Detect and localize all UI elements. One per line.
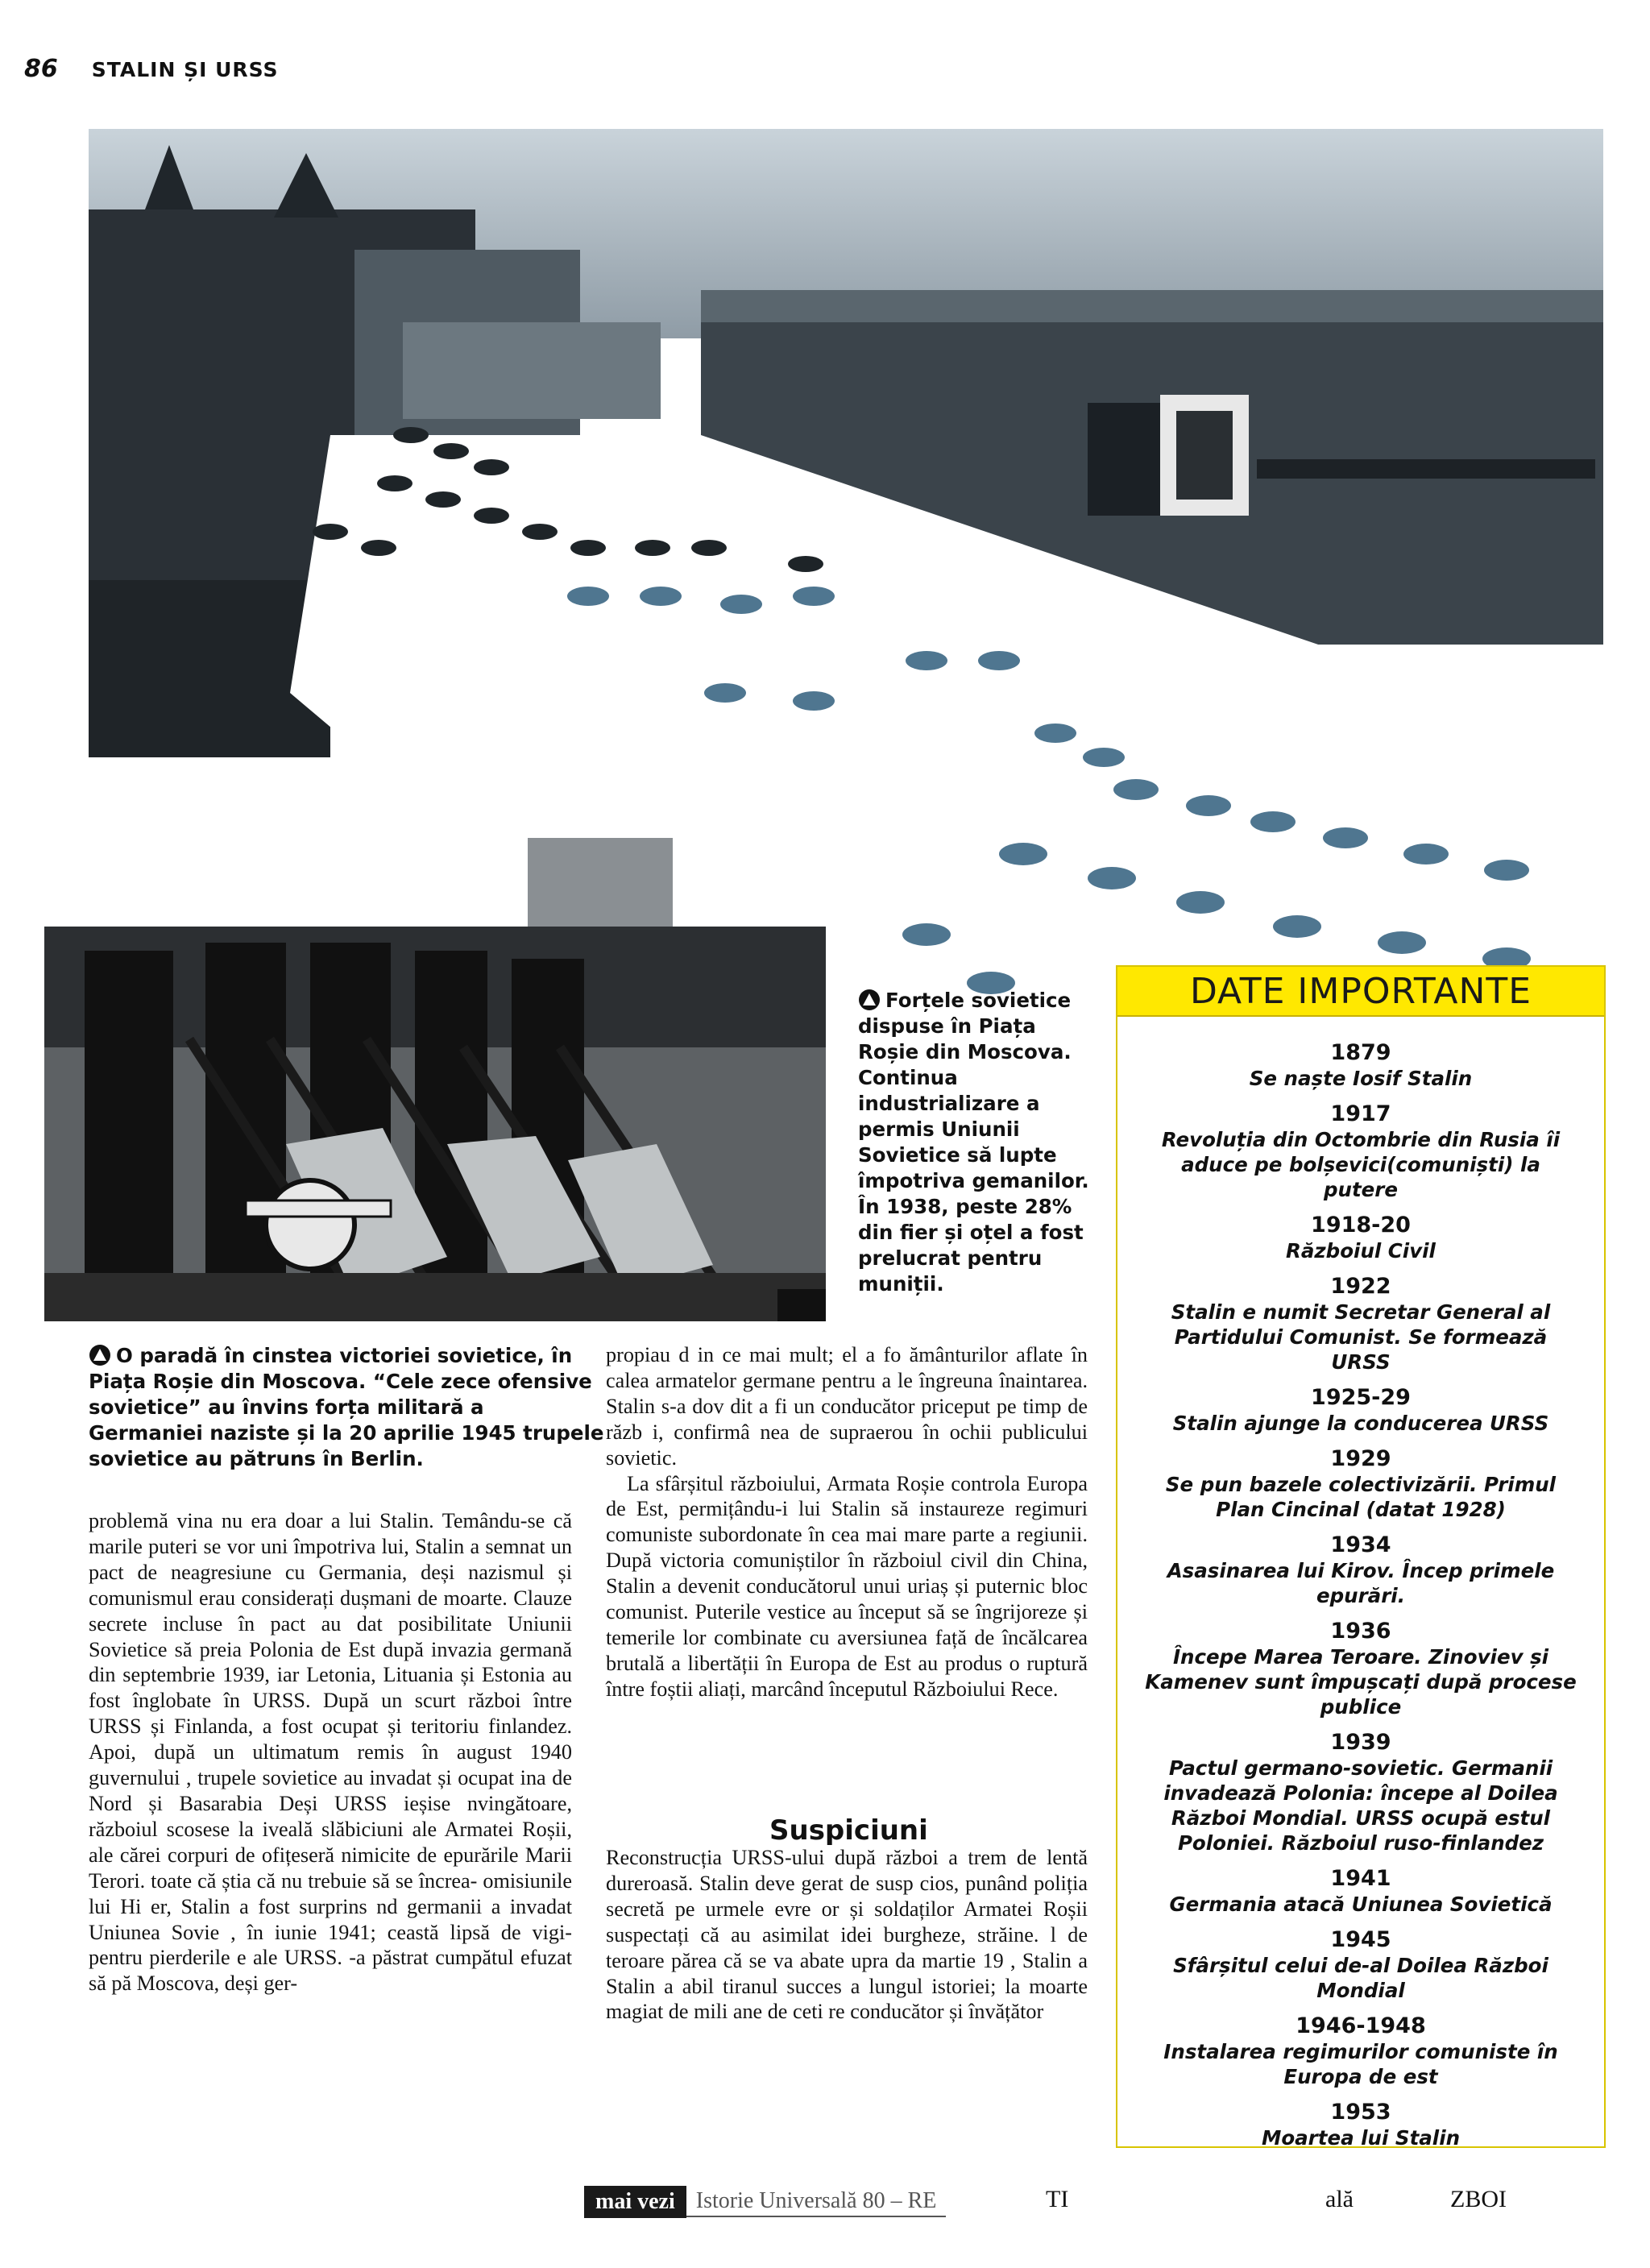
- red-square-caption-text: Forțele sovietice dispuse în Piața Roșie din Moscova. Continua industrializare a permis Uniunii Sovietice să lupte împotriva gemanilor. În 1938, peste 28% din fier și oțel a fost prelucrat pentru muniții.: [858, 989, 1089, 1296]
- timeline-item: [1117, 2099, 1604, 2150]
- body-column-middle-top: [606, 1342, 1088, 1702]
- timeline-year: 1946-1948: [1296, 2013, 1426, 2038]
- timeline-text: Se pun bazele colectivizării. Primul Plan Cincinal (datat 1928): [1165, 1473, 1557, 1521]
- timeline-text: Începe Marea Teroare. Zinoviev și Kamenev sunt împușcați după procese publice: [1145, 1645, 1577, 1719]
- timeline-text: Moartea lui Stalin: [1261, 2126, 1461, 2150]
- timeline-year: 1939: [1330, 1730, 1391, 1755]
- timeline-item: [1117, 1926, 1604, 2003]
- triangle-bullet-icon: [89, 1344, 111, 1366]
- body-paragraph: propiau d in ce mai mult; el a fo ământurilor aflate în calea armatelor germane pentru a le îngreuna înaintarea. Stalin s-a dov dit a fi un conducător priceput pe timp de răzb i, confirmâ nea de supraerou în ochii publicului sovietic.: [606, 1343, 1088, 1470]
- red-square-caption: [858, 988, 1100, 1297]
- timeline-year: 1934: [1330, 1532, 1391, 1557]
- body-paragraph: problemă vina nu era doar a lui Stalin. Temându-se că marile puteri se vor uni împotriva lui, Stalin a semnat un pact de neagresiune cu Germania, deși nazismul și comunismul erau considerați dușmani de moarte. Clauze secrete incluse în pact au dat posibilitate Uniunii Sovietice să preia Polonia de Est după invazia germană din septembrie 1939, iar Letonia, Lituania și Estonia au fost înglobate în URSS. După un scurt război între URSS și Finlanda, a fost ocupat și teritoriu finlandez. Apoi, după un ultimatum remis în august 1940 guvernului , trupele sovietice au invadat și ocupat ina de Nord și Basarabia Deși URSS ieșise nvingătoare, războiul scosese la iveală slăbiciuni ale Armatei Roșii, ale cărei corpuri de ofițeseră nimicite de epurările Marii Terori. toate că știa că nu trebuie să se încrea- omisiunile lui Hi er, Stalin a fost surprins nd germanii a invadat Uniunea Sovie , în iunie 1941; ceastă lipsă de vigi- pentru pierderile e ale URSS. -a păstrat cumpătul efuzat să pă Moscova, deși ger-: [89, 1509, 572, 1996]
- timeline-item: [1117, 1618, 1604, 1719]
- timeline-text: Pactul germano-sovietic. Germanii invadează Polonia: începe al Doilea Război Mondial. URSS ocupă estul Poloniei. Războiul ruso-finlandez: [1163, 1756, 1558, 1855]
- timeline-item: [1117, 1532, 1604, 1608]
- page-number: 86: [24, 55, 58, 83]
- parade-caption-text: O paradă în cinstea victoriei sovietice, în Piața Roșie din Moscova. “Cele zece ofensive sovietice” au învins forța militară a Germaniei naziste și la 20 aprilie 1945 trupele sovietice au pătruns în Berlin.: [89, 1344, 604, 1470]
- timeline-text: Războiul Civil: [1286, 1239, 1436, 1263]
- timeline-year: 1918-20: [1311, 1213, 1411, 1238]
- footer-fragment: TI: [1046, 2186, 1069, 2212]
- timeline-year: 1922: [1330, 1274, 1391, 1299]
- footer-fragment: ZBOI: [1450, 2186, 1507, 2212]
- timeline-text: Sfârșitul celui de-al Doilea Război Mondial: [1173, 1954, 1548, 2002]
- timeline-year: 1929: [1330, 1446, 1391, 1471]
- page-header: [24, 55, 279, 83]
- timeline-item: [1117, 1865, 1604, 1917]
- timeline-item: [1117, 1101, 1604, 1202]
- timeline-item: [1117, 1039, 1604, 1091]
- timeline-item: [1117, 1384, 1604, 1436]
- timeline-list: [1117, 1017, 1604, 2150]
- footer-cross-reference: [584, 2186, 946, 2218]
- timeline-year: 1936: [1330, 1619, 1391, 1644]
- sidebar-title: DATE IMPORTANTE: [1117, 967, 1604, 1017]
- parade-caption: [89, 1343, 604, 1472]
- timeline-year: 1941: [1330, 1866, 1391, 1891]
- timeline-item: [1117, 1212, 1604, 1263]
- timeline-text: Stalin e numit Secretar General al Partidului Comunist. Se formează URSS: [1171, 1300, 1551, 1374]
- timeline-item: [1117, 1729, 1604, 1855]
- timeline-text: Revoluția din Octombrie din Rusia îi aduce pe bolșevici(comuniști) la putere: [1161, 1128, 1561, 1201]
- section-subheading: Suspiciuni: [769, 1814, 928, 1847]
- timeline-text: Stalin ajunge la conducerea URSS: [1172, 1412, 1549, 1435]
- timeline-item: [1117, 1445, 1604, 1522]
- body-column-left: [89, 1508, 572, 1996]
- timeline-item: [1117, 2013, 1604, 2089]
- timeline-text: Germania atacă Uniunea Sovietică: [1169, 1893, 1553, 1916]
- timeline-text: Asasinarea lui Kirov. Încep primele epurări.: [1167, 1559, 1555, 1607]
- body-paragraph: La sfârșitul războiului, Armata Roșie controla Europa de Est, permițându-i lui Stalin să instaureze regimuri comuniste subordonate în cea mai mare parte a regiunii. După victoria comuniștilor în războiul civil din China, Stalin a devenit conducătorul unui uriaș și puternic bloc comunist. Puterile vestice au început să se îngrijoreze și temerile lor combinate cu aversiunea față de încălcarea brutală a libertății în Europa de Est au produs o ruptură între foștii aliați, marcând începutul Războiului Rece.: [606, 1471, 1088, 1701]
- timeline-year: 1953: [1330, 2100, 1391, 2125]
- key-dates-sidebar: [1116, 965, 1606, 2148]
- timeline-year: 1925-29: [1311, 1385, 1411, 1410]
- triangle-bullet-icon: [858, 989, 881, 1011]
- timeline-item: [1117, 1273, 1604, 1374]
- footer-fragment: ală: [1325, 2186, 1354, 2212]
- series-reference: Istorie Universală 80 – RE: [686, 2187, 947, 2217]
- running-title: STALIN ȘI URSS: [91, 58, 279, 81]
- body-paragraph: Reconstrucția URSS-ului după război a trem de lentă dureroasă. Stalin deve gerat de susp cios, punând poliția secretă pe urmele evre or și soldaților Armatei Roșii suspectați că au asimilat idei burgheze, străine. l de teroare părea că se va abate upra da martie 19 , Stalin a Stalin a abil tiranul succes a lungul istoriei; la moarte magiat de mili ane de ceti re conducător și învățător: [606, 1846, 1088, 2024]
- timeline-text: Se naște Iosif Stalin: [1249, 1067, 1473, 1090]
- see-also-badge: mai vezi: [584, 2186, 686, 2218]
- timeline-year: 1917: [1330, 1101, 1391, 1126]
- timeline-year: 1879: [1330, 1040, 1391, 1065]
- victory-parade-photo: [44, 838, 826, 1321]
- body-column-middle-bottom: [606, 1845, 1088, 2025]
- timeline-text: Instalarea regimurilor comuniste în Europa de est: [1163, 2040, 1558, 2088]
- timeline-year: 1945: [1330, 1927, 1391, 1952]
